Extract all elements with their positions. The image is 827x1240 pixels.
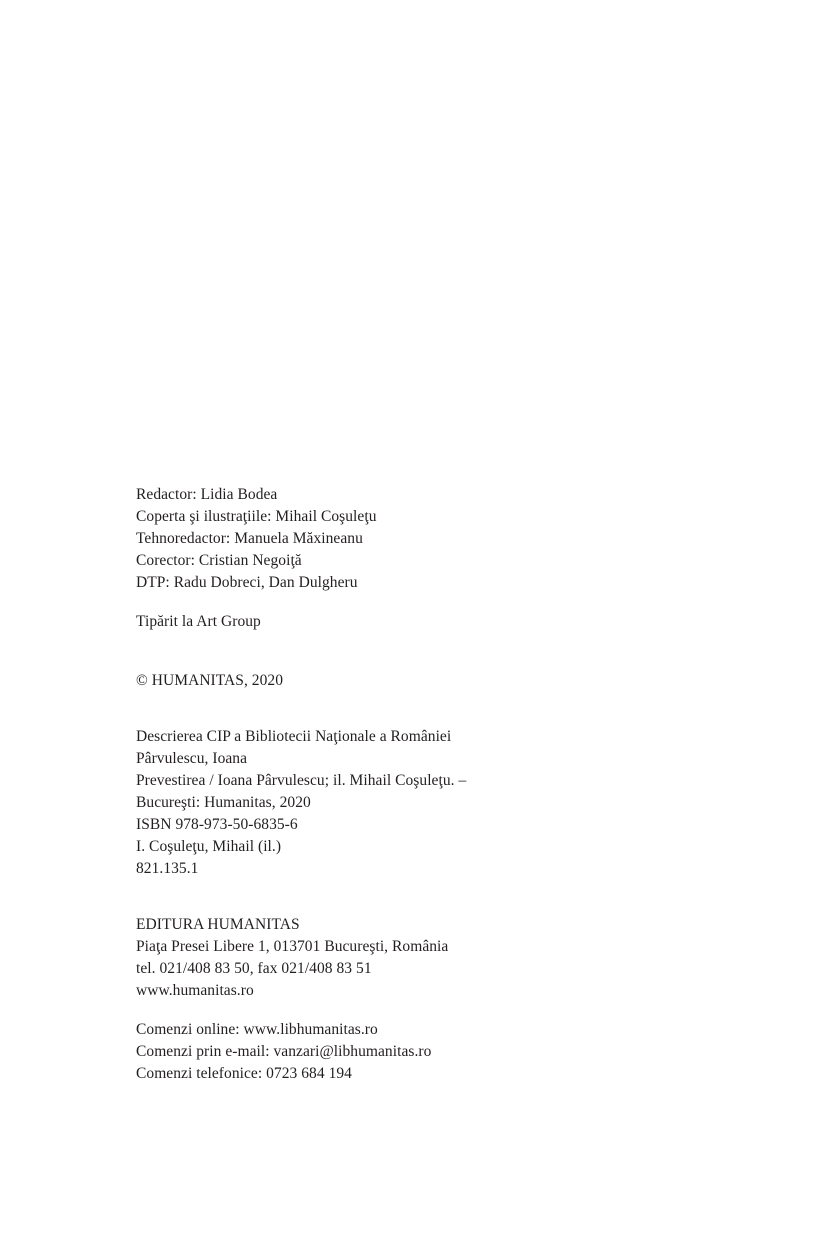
credit-typesetter: Tehnoredactor: Manuela Măxineanu (136, 530, 363, 547)
credit-dtp: DTP: Radu Dobreci, Dan Dulgheru (136, 574, 358, 591)
credits-block (136, 484, 377, 594)
orders-phone: Comenzi telefonice: 0723 684 194 (136, 1065, 352, 1082)
orders-email: Comenzi prin e-mail: vanzari@libhumanitas.ro (136, 1043, 432, 1060)
copyright-block (136, 670, 283, 692)
cip-imprint: Bucureşti: Humanitas, 2020 (136, 794, 311, 811)
orders-online: Comenzi online: www.libhumanitas.ro (136, 1021, 378, 1038)
publisher-website: www.humanitas.ro (136, 982, 254, 999)
cip-isbn: ISBN 978-973-50-6835-6 (136, 816, 298, 833)
publisher-block (136, 914, 448, 1002)
cip-block (136, 726, 466, 880)
cip-heading: Descrierea CIP a Bibliotecii Naţionale a României (136, 728, 452, 745)
printer-block (136, 611, 261, 633)
cip-illustrator: I. Coşuleţu, Mihail (il.) (136, 838, 282, 855)
publisher-address: Piaţa Presei Libere 1, 013701 Bucureşti, România (136, 938, 449, 955)
credit-cover-illustrations: Coperta şi ilustraţiile: Mihail Coşuleţu (136, 508, 377, 525)
orders-block (136, 1019, 431, 1085)
cip-classification: 821.135.1 (136, 860, 199, 877)
credit-proofreader: Corector: Cristian Negoiţă (136, 552, 302, 569)
printer-line: Tipărit la Art Group (136, 613, 261, 630)
cip-title: Prevestirea / Ioana Pârvulescu; il. Mihail Coşuleţu. – (136, 772, 467, 789)
credit-editor: Redactor: Lidia Bodea (136, 486, 278, 503)
cip-author: Pârvulescu, Ioana (136, 750, 248, 767)
publisher-phone-fax: tel. 021/408 83 50, fax 021/408 83 51 (136, 960, 372, 977)
publisher-name: EDITURA HUMANITAS (136, 916, 300, 933)
copyright-line: © HUMANITAS, 2020 (136, 672, 284, 689)
